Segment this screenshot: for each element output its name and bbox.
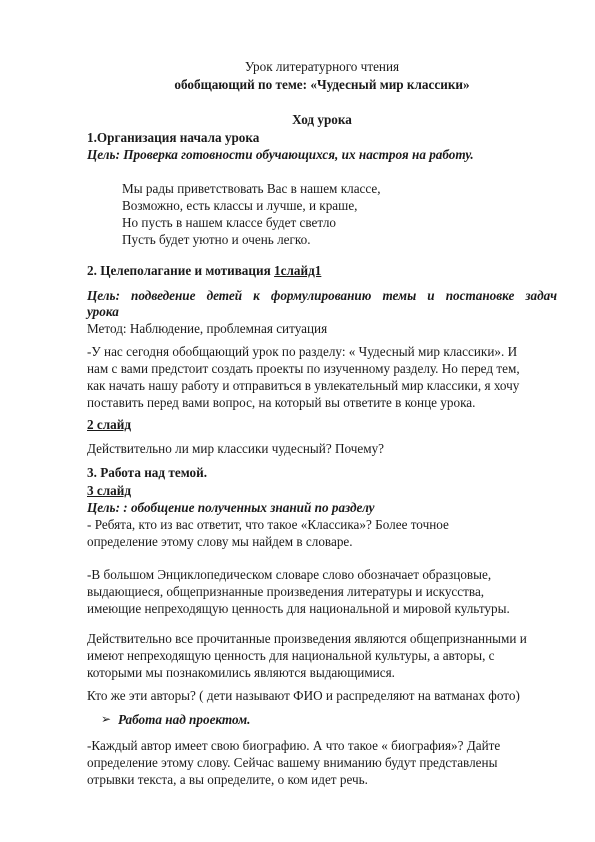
- section1-title: 1.Организация начала урока: [87, 130, 260, 145]
- paragraph-line: которыми мы познакомились являются выдающимися.: [87, 665, 395, 680]
- poem-line: Но пусть в нашем классе будет светло: [122, 215, 336, 230]
- poem-line: Возможно, есть классы и лучше, и краше,: [122, 198, 358, 213]
- slide1-ref: 1слайд1: [274, 263, 322, 278]
- section3-title: 3. Работа над темой.: [87, 465, 207, 480]
- slide2-ref: 2 слайд: [87, 417, 132, 432]
- paragraph-line: поставить перед вами вопрос, на который вы ответите в конце урока.: [87, 395, 476, 410]
- paragraph-line: Действительно все прочитанные произведения являются общепризнанными и: [87, 631, 527, 646]
- poem-line: Мы рады приветствовать Вас в нашем классе,: [122, 181, 381, 196]
- section2-method: Метод: Наблюдение, проблемная ситуация: [87, 321, 328, 336]
- definition-line: имеющие непреходящую ценность для национальной и мировой культуры.: [87, 601, 510, 616]
- paragraph-line: определение этому слову. Сейчас вашему вниманию будут представлены: [87, 755, 498, 770]
- course-title: Ход урока: [292, 112, 352, 127]
- section3-goal: Цель: : обобщение полученных знаний по разделу: [87, 500, 375, 515]
- paragraph-line: отрывки текста, а вы определите, о ком идет речь.: [87, 772, 368, 787]
- paragraph-line: имеют непреходящую ценность для национальной культуры, а авторы, с: [87, 648, 495, 663]
- lesson-title-line2: обобщающий по теме: «Чудесный мир классики»: [174, 77, 470, 92]
- paragraph-line: -Каждый автор имеет свою биографию. А что такое « биография»? Дайте: [87, 738, 501, 753]
- paragraph-line: -У нас сегодня обобщающий урок по разделу: « Чудесный мир классики». И: [87, 344, 518, 359]
- section2-title: 2. Целеполагание и мотивация: [87, 263, 271, 278]
- slide3-ref: 3 слайд: [87, 483, 132, 498]
- paragraph-line: как начать нашу работу и отправиться в увлекательный мир классики, я хочу: [87, 378, 520, 393]
- section1-goal: Цель: Проверка готовности обучающихся, их настроя на работу.: [87, 147, 474, 162]
- poem-line: Пусть будет уютно и очень легко.: [122, 232, 311, 247]
- question-line: Действительно ли мир классики чудесный? Почему?: [87, 441, 385, 456]
- arrow-bullet-icon: ➢: [101, 712, 112, 726]
- paragraph-line: нам с вами предстоит создать проекты по изученному разделу. Но перед тем,: [87, 361, 520, 376]
- project-bullet: Работа над проектом.: [118, 712, 251, 727]
- section2-heading: [87, 262, 557, 279]
- lesson-title-line1: Урок литературного чтения: [244, 59, 400, 74]
- definition-line: выдающиеся, общепризнанные произведения литературы и искусства,: [87, 584, 485, 599]
- section2-goal: Цель: подведение детей к формулированию темы и постановке задач: [87, 288, 557, 303]
- definition-line: -В большом Энциклопедическом словаре слово обозначает образцовые,: [87, 567, 492, 582]
- authors-line: Кто же эти авторы? ( дети называют ФИО и распределяют на ватманах фото): [87, 688, 520, 703]
- paragraph-line: - Ребята, кто из вас ответит, что такое «Классика»? Более точное: [87, 517, 449, 532]
- paragraph-line: определение этому слову мы найдем в словаре.: [87, 534, 353, 549]
- section2-goal-cont: урока: [87, 304, 119, 319]
